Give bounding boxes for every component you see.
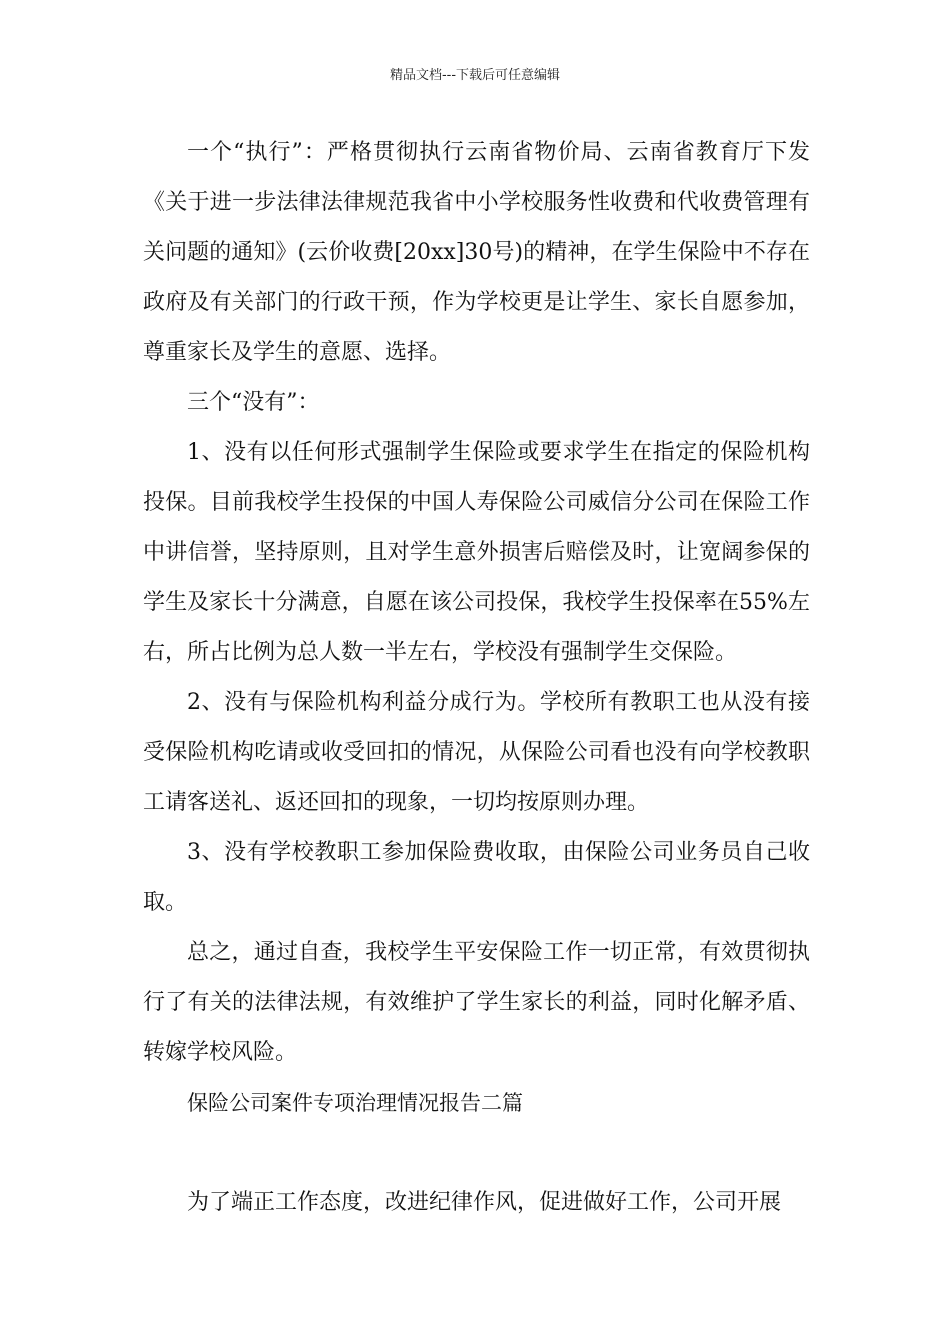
paragraph-not-3: 3、没有学校教职工参加保险费收取，由保险公司业务员自己收取。: [143, 840, 810, 915]
paragraph-intro: 为了端正工作态度，改进纪律作风，促进做好工作，公司开展: [187, 1190, 782, 1215]
document-body: [143, 128, 810, 1228]
paragraph-execution: 一个“执行”：严格贯彻执行云南省物价局、云南省教育厅下发《关于进一步法律法律规范我省中小学校服务性收费和代收费管理有关问题的通知》(云价收费[20xx]30号)的精神，在学生保险中不存在政府及有关部门的行政干预，作为学校更是让学生、家长自愿参加，尊重家长及学生的意愿、选择。: [143, 140, 810, 365]
blank-line: [143, 1128, 810, 1178]
page-header: 精品文档---下载后可任意编辑: [389, 68, 561, 83]
paragraph-three-nots-title: 三个“没有”：: [187, 390, 320, 415]
paragraph-summary: 总之，通过自查，我校学生平安保险工作一切正常，有效贯彻执行了有关的法律法规，有效维护了学生家长的利益，同时化解矛盾、转嫁学校风险。: [143, 940, 810, 1065]
section-title: 保险公司案件专项治理情况报告二篇: [187, 1091, 523, 1115]
paragraph-not-2: 2、没有与保险机构利益分成行为。学校所有教职工也从没有接受保险机构吃请或收受回扣的情况，从保险公司看也没有向学校教职工请客送礼、返还回扣的现象，一切均按原则办理。: [143, 690, 810, 815]
paragraph-not-1: 1、没有以任何形式强制学生保险或要求学生在指定的保险机构投保。目前我校学生投保的中国人寿保险公司威信分公司在保险工作中讲信誉，坚持原则，且对学生意外损害后赔偿及时，让宽阔参保的学生及家长十分满意，自愿在该公司投保，我校学生投保率在55%左右，所占比例为总人数一半左右，学校没有强制学生交保险。: [143, 440, 810, 665]
